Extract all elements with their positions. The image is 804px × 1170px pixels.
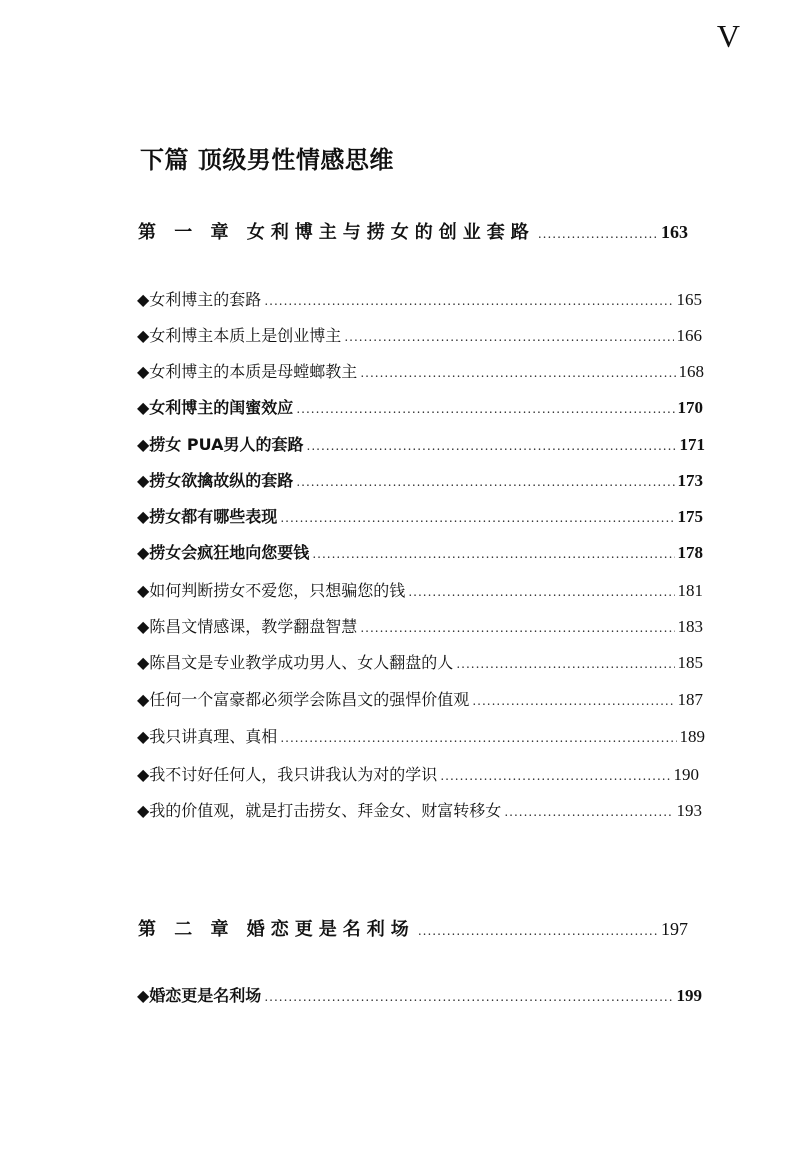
entry-page-number: 183 — [677, 617, 703, 636]
entry-page-number: 166 — [676, 326, 702, 345]
entry-title: ◆捞女都有哪些表现 — [137, 507, 278, 526]
entry-page-number: 165 — [676, 290, 702, 309]
entry-page-number: 178 — [677, 543, 703, 562]
entry-title: ◆捞女欲擒故纵的套路 — [137, 471, 294, 490]
dot-leader — [472, 694, 674, 708]
dot-leader — [344, 330, 673, 344]
entry-title: ◆女利博主的本质是母螳螂教主 — [137, 362, 358, 381]
toc-entry[interactable] — [137, 395, 703, 418]
chapter-page-number: 163 — [661, 222, 688, 242]
dot-leader — [264, 294, 673, 308]
dot-leader — [538, 227, 658, 241]
dot-leader — [296, 402, 674, 416]
toc-entry[interactable] — [137, 798, 702, 821]
entry-page-number: 168 — [678, 362, 704, 381]
entry-page-number: 185 — [677, 653, 703, 672]
entry-page-number: 189 — [679, 727, 705, 746]
entry-title: ◆女利博主本质上是创业博主 — [137, 326, 342, 345]
entry-title: ◆任何一个富豪都必须学会陈昌文的强悍价值观 — [137, 690, 470, 709]
entry-title: ◆捞女 PUA男人的套路 — [137, 435, 304, 454]
entry-page-number: 187 — [677, 690, 703, 709]
toc-entry[interactable] — [137, 578, 703, 601]
entry-page-number: 193 — [676, 801, 702, 820]
toc-entry[interactable] — [137, 323, 702, 346]
entry-page-number: 190 — [673, 765, 699, 784]
entry-title: ◆如何判断捞女不爱您，只想骗您的钱 — [137, 581, 406, 600]
toc-entry[interactable] — [137, 614, 703, 637]
entry-title: ◆我只讲真理、真相 — [137, 727, 278, 746]
toc-entry[interactable] — [137, 432, 705, 455]
entry-title: ◆陈昌文是专业教学成功男人、女人翻盘的人 — [137, 653, 454, 672]
toc-entry[interactable] — [137, 504, 703, 527]
entry-title: ◆捞女会疯狂地向您要钱 — [137, 543, 310, 562]
chapter-title: 第 二 章 婚恋更是名利场 — [138, 919, 415, 940]
toc-entry[interactable] — [137, 762, 699, 785]
toc-entry[interactable] — [137, 540, 703, 563]
dot-leader — [418, 924, 658, 938]
entry-page-number: 181 — [677, 581, 703, 600]
entry-page-number: 171 — [679, 435, 705, 454]
toc-entry[interactable] — [137, 650, 703, 673]
dot-leader — [280, 511, 674, 525]
entry-page-number: 175 — [677, 507, 703, 526]
entry-title: ◆我不讨好任何人，我只讲我认为对的学识 — [137, 765, 438, 784]
entry-title: ◆我的价值观，就是打击捞女、拜金女、财富转移女 — [137, 801, 502, 820]
dot-leader — [280, 731, 676, 745]
entry-page-number: 173 — [677, 471, 703, 490]
dot-leader — [456, 657, 674, 671]
page-number: V — [716, 18, 740, 54]
dot-leader — [296, 475, 674, 489]
toc-entry[interactable] — [137, 359, 704, 382]
chapter-title: 第 一 章 女利博主与捞女的创业套路 — [138, 222, 535, 243]
toc-entry[interactable] — [137, 983, 702, 1006]
dot-leader — [504, 805, 673, 819]
entry-title: ◆女利博主的闺蜜效应 — [137, 398, 294, 417]
dot-leader — [440, 769, 670, 783]
dot-leader — [312, 547, 674, 561]
toc-entry[interactable] — [137, 724, 705, 747]
toc-entry[interactable] — [137, 687, 703, 710]
dot-leader — [307, 439, 677, 453]
entry-title: ◆女利博主的套路 — [137, 290, 262, 309]
dot-leader — [360, 621, 674, 635]
dot-leader — [408, 585, 674, 599]
chapter-page-number: 197 — [661, 919, 688, 939]
dot-leader — [360, 366, 675, 380]
dot-leader — [264, 990, 673, 1004]
entry-title: ◆陈昌文情感课，教学翻盘智慧 — [137, 617, 358, 636]
part-title: 下篇 顶级男性情感思维 — [140, 146, 394, 174]
entry-title: ◆婚恋更是名利场 — [137, 986, 262, 1005]
entry-page-number: 199 — [676, 986, 702, 1005]
toc-entry[interactable] — [137, 468, 703, 491]
chapter-2-heading[interactable] — [138, 915, 688, 941]
entry-page-number: 170 — [677, 398, 703, 417]
toc-entry[interactable] — [137, 287, 702, 310]
chapter-1-heading[interactable] — [138, 218, 688, 244]
